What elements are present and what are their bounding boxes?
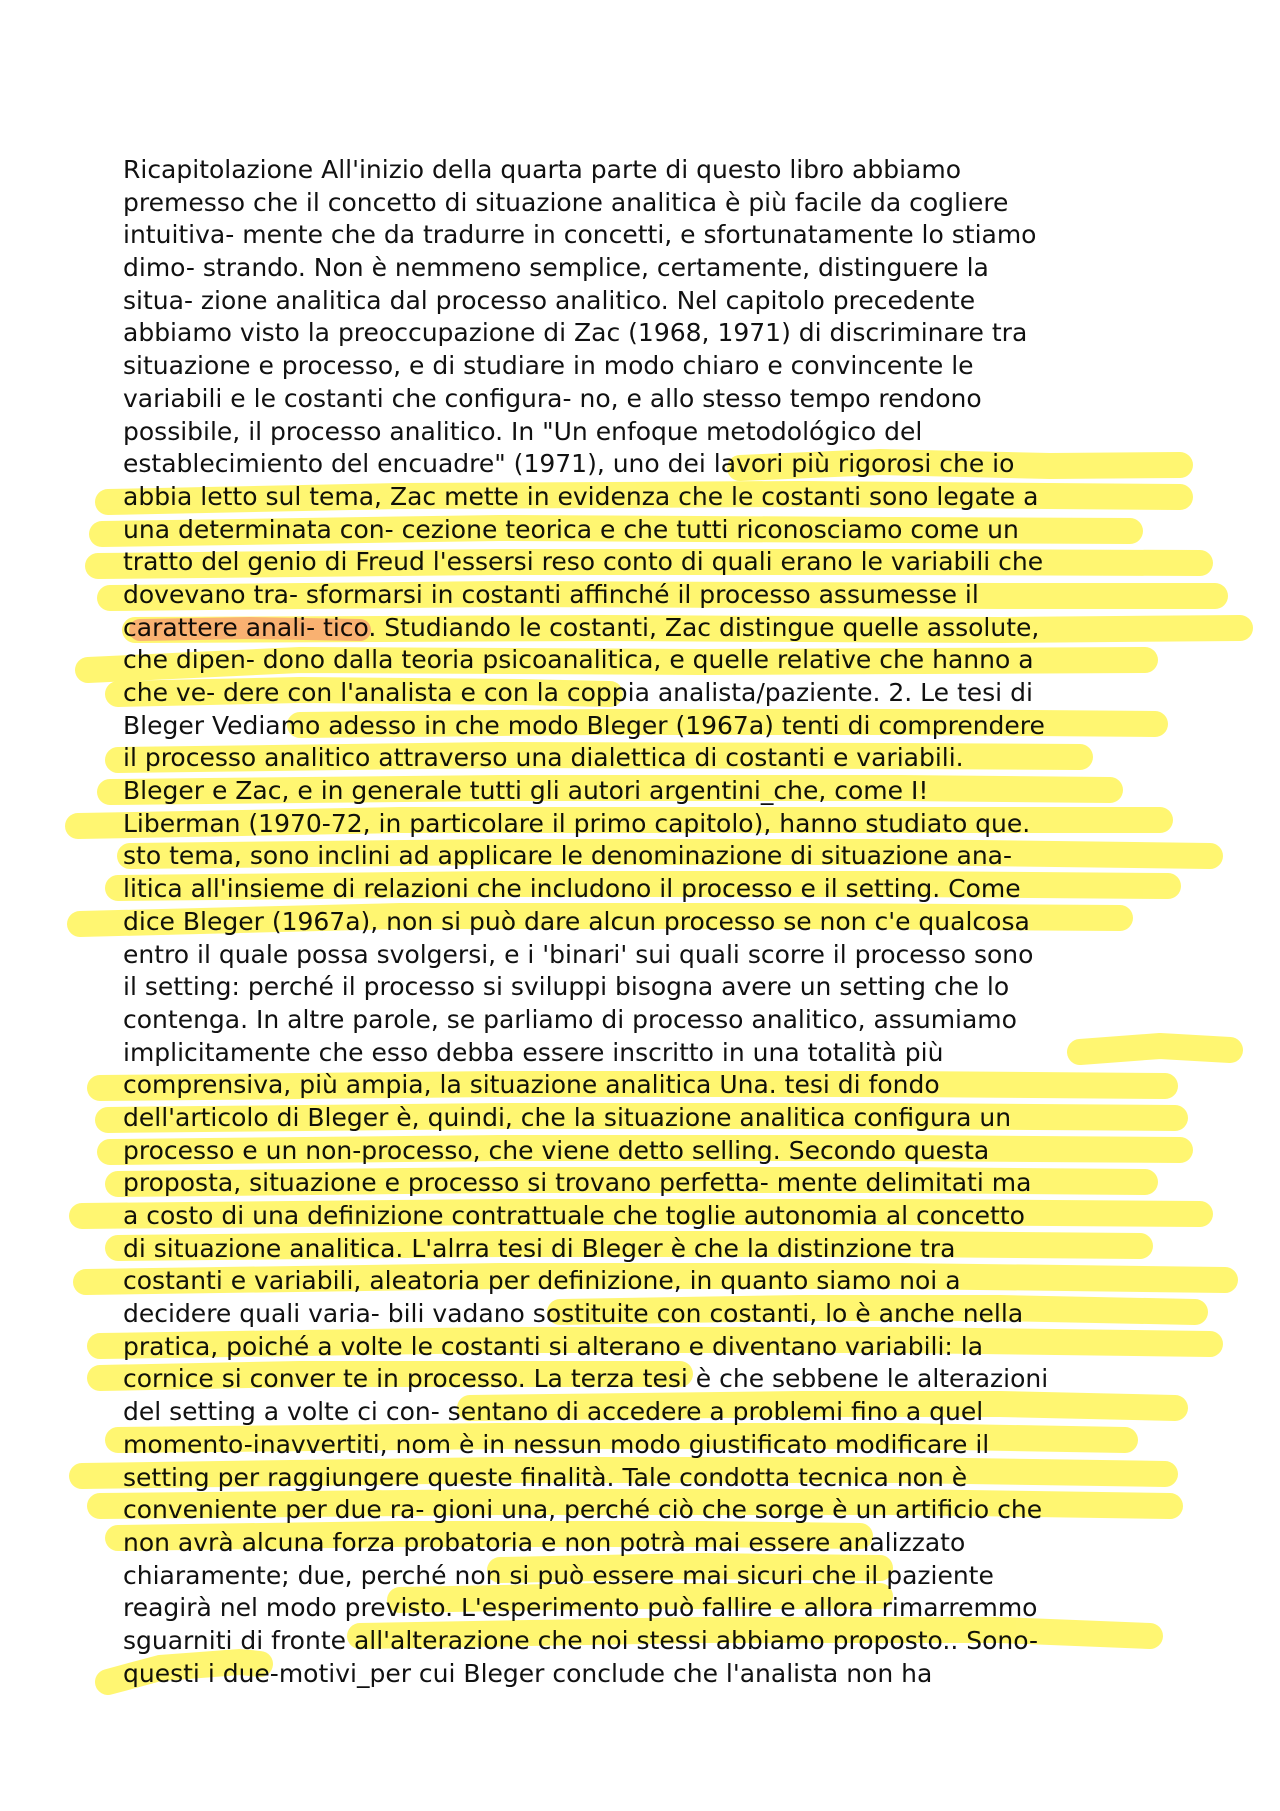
text-line: dice Bleger (1967a), non si può dare alcun processo se non c'e qualcosa	[123, 906, 1030, 936]
text-line: il setting: perché il processo si sviluppi bisogna avere un setting che lo	[123, 972, 1010, 1002]
text-line: intuitiva- mente che da tradurre in concetti, e sfortunatamente lo stiamo	[123, 220, 1037, 250]
text-line: decidere quali varia- bili vadano sostituite con costanti, lo è anche nella	[123, 1299, 1024, 1329]
text-line: Ricapitolazione All'inizio della quarta parte di questo libro abbiamo	[123, 155, 962, 184]
text-line: sguarniti di fronte all'alterazione che noi stessi abbiamo proposto.. Sono-	[123, 1625, 1039, 1655]
text-line: non avrà alcuna forza probatoria e non potrà mai essere analizzato	[123, 1527, 966, 1557]
text-line: tratto del genio di Freud l'essersi reso conto di quali erano le variabili che	[123, 547, 1044, 577]
text-line: premesso che il concetto di situazione analitica è più facile da cogliere	[123, 187, 1009, 217]
text-line: dell'articolo di Bleger è, quindi, che la situazione analitica configura un	[123, 1102, 1012, 1132]
text-line: Bleger e Zac, e in generale tutti gli autori argentini_che, come I!	[123, 776, 929, 806]
text-line: che ve- dere con l'analista e con la coppia analista/paziente. 2. Le tesi di	[123, 678, 1033, 707]
text-line: contenga. In altre parole, se parliamo di processo analitico, assumiamo	[123, 1004, 1017, 1034]
text-line: pratica, poiché a volte le costanti si alterano e diventano variabili: la	[123, 1331, 984, 1361]
text-line: dimo- strando. Non è nemmeno semplice, certamente, distinguere la	[123, 253, 989, 283]
text-line: dovevano tra- sformarsi in costanti affinché il processo assumesse il	[123, 579, 979, 609]
text-line: cornice si conver te in processo. La terza tesi è che sebbene le alterazioni	[123, 1364, 1049, 1394]
text-line: abbia letto sul tema, Zac mette in evidenza che le costanti sono legate a	[123, 481, 1039, 511]
text-line: a costo di una definizione contrattuale che toglie autonomia al concetto	[123, 1201, 1025, 1230]
text-line: setting per raggiungere queste finalità. Tale condotta tecnica non è	[123, 1462, 968, 1492]
text-line: che dipen- dono dalla teoria psicoanalitica, e quelle relative che hanno a	[123, 645, 1034, 675]
text-line: del setting a volte ci con- sentano di accedere a problemi fino a quel	[123, 1397, 984, 1427]
text-line: questi i due-motivi_per cui Bleger conclude che l'analista non ha	[123, 1658, 933, 1688]
text-line: costanti e variabili, aleatoria per definizione, in quanto siamo noi a	[123, 1266, 961, 1296]
text-line: carattere anali- tico. Studiando le costanti, Zac distingue quelle assolute,	[123, 612, 1040, 642]
text-line: variabili e le costanti che configura- no, e allo stesso tempo rendono	[123, 383, 982, 413]
text-line: comprensiva, più ampia, la situazione analitica Una. tesi di fondo	[123, 1070, 940, 1100]
text-line: una determinata con- cezione teorica e che tutti riconosciamo come un	[123, 514, 1019, 544]
text-line: il processo analitico attraverso una dialettica di costanti e variabili.	[123, 743, 964, 773]
document-text-body	[123, 154, 1183, 1690]
text-line: momento-inavvertiti, nom è in nessun modo giustificato modificare il	[123, 1429, 990, 1459]
text-line: entro il quale possa svolgersi, e i 'binari' sui quali scorre il processo sono	[123, 939, 1034, 969]
text-line: processo e un non-processo, che viene detto selling. Secondo questa	[123, 1135, 990, 1165]
text-line: possibile, il processo analitico. In "Un enfoque metodológico del	[123, 416, 923, 446]
text-line: abbiamo visto la preoccupazione di Zac (1968, 1971) di discriminare tra	[123, 318, 1028, 348]
text-line: conveniente per due ra- gioni una, perché ciò che sorge è un artificio che	[123, 1495, 1043, 1525]
text-line: sto tema, sono inclini ad applicare le denominazione di situazione ana-	[123, 841, 1013, 871]
text-line: situa- zione analitica dal processo analitico. Nel capitolo precedente	[123, 285, 976, 315]
text-line: proposta, situazione e processo si trovano perfetta- mente delimitati ma	[123, 1168, 1032, 1198]
text-line: situazione e processo, e di studiare in modo chiaro e convincente le	[123, 351, 974, 381]
text-line: Bleger Vediamo adesso in che modo Bleger (1967a) tenti di comprendere	[123, 710, 1045, 740]
text-line: Liberman (1970-72, in particolare il primo capitolo), hanno studiato que.	[123, 808, 1031, 838]
text-line: di situazione analitica. L'alrra tesi di Bleger è che la distinzione tra	[123, 1233, 956, 1263]
text-line: establecimiento del encuadre" (1971), uno dei lavori più rigorosi che io	[123, 449, 1015, 479]
text-line: implicitamente che esso debba essere inscritto in una totalità più	[123, 1037, 944, 1067]
text-line: reagirà nel modo previsto. L'esperimento può fallire e allora rimarremmo	[123, 1593, 1038, 1623]
text-line: chiaramente; due, perché non si può essere mai sicuri che il paziente	[123, 1560, 994, 1590]
text-line: litica all'insieme di relazioni che includono il processo e il setting. Come	[123, 874, 1021, 904]
